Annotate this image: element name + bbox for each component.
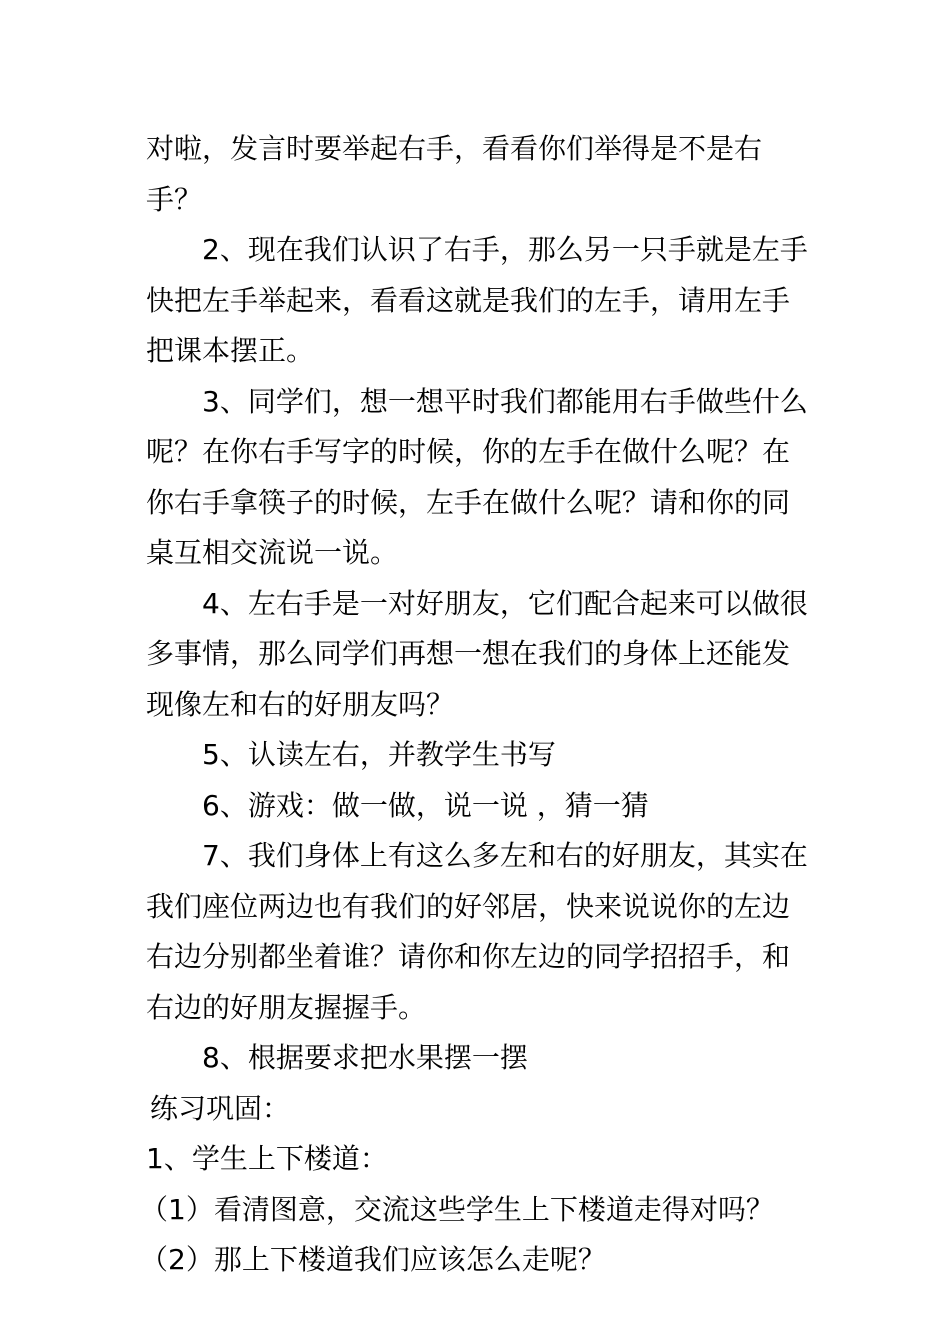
paragraph-step-2: 2、现在我们认识了右手，那么另一只手就是左手快把左手举起来，看看这就是我们的左手，请用左手把课本摆正。 [146, 233, 808, 367]
paragraph-step-8: 8、根据要求把水果摆一摆 [202, 1041, 528, 1074]
practice-subitem-1: （1）看清图意，交流这些学生上下楼道走得对吗？ [140, 1192, 774, 1226]
document-body [140, 124, 816, 1286]
practice-item-1: 1、学生上下楼道： [146, 1142, 388, 1175]
paragraph-step-7: 7、我们身体上有这么多左和右的好朋友，其实在我们座位两边也有我们的好邻居，快来说说你的左边右边分别都坐着谁？请你和你左边的同学招招手，和右边的好朋友握握手。 [146, 839, 808, 1024]
paragraph-step-3: 3、同学们，想一想平时我们都能用右手做些什么呢？在你右手写字的时候，你的左手在做什么呢？在你右手拿筷子的时候，左手在做什么呢？请和你的同桌互相交流说一说。 [146, 384, 808, 569]
paragraph-step-4: 4、左右手是一对好朋友，它们配合起来可以做很多事情，那么同学们再想一想在我们的身体上还能发现像左和右的好朋友吗？ [146, 586, 808, 721]
section-heading-practice: 练习巩固： [150, 1091, 291, 1125]
practice-subitem-2: （2）那上下楼道我们应该怎么走呢？ [140, 1243, 606, 1276]
paragraph-continuation: 对啦，发言时要举起右手，看看你们举得是不是右手？ [146, 132, 763, 216]
paragraph-step-5: 5、认读左右，并教学生书写 [202, 738, 556, 771]
paragraph-step-6: 6、游戏：做一做，说一说 ，猜一猜 [202, 788, 649, 822]
